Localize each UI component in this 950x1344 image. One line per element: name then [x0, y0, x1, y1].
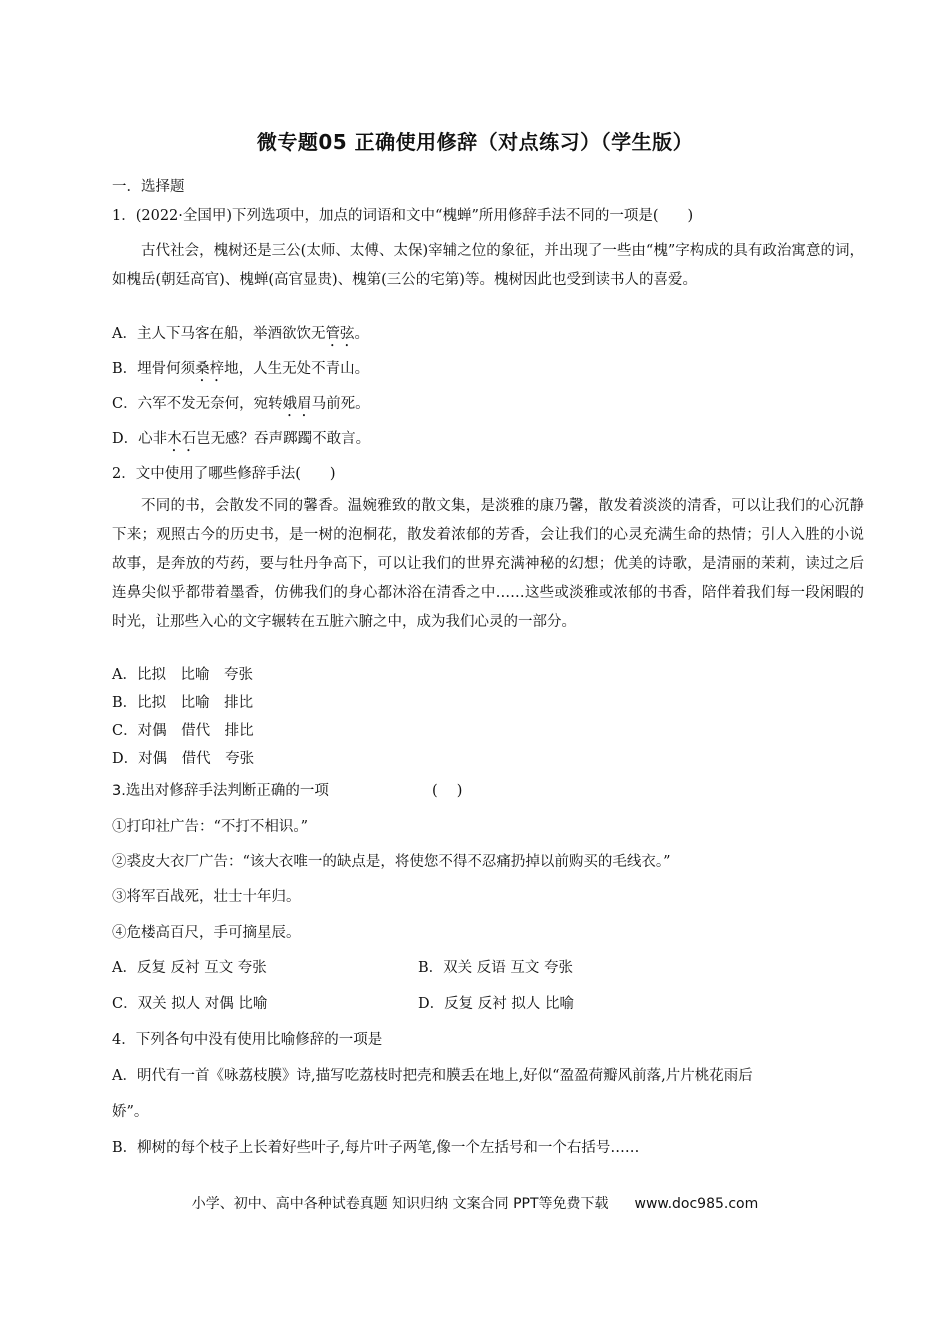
q2-stem: 2．文中使用了哪些修辞手法( ): [112, 466, 336, 482]
q3-sentence-1: ①打印社广告：“不打不相识。”: [112, 819, 309, 835]
q2-option-a: A．比拟 比喻 夸张: [112, 667, 253, 683]
q3-option-c: C．双关 拟人 对偶 比喻: [112, 996, 268, 1012]
page-footer: [0, 1193, 950, 1213]
q3-option-b: B．双关 反语 互文 夸张: [418, 960, 573, 976]
q3-answer-paren: ( ): [432, 783, 463, 799]
q2-option-b: B．比拟 比喻 排比: [112, 695, 254, 711]
q3-stem: 3.选出对修辞手法判断正确的一项: [112, 783, 329, 799]
q1-option-b: B．埋骨何须桑梓地，人生无处不青山。: [112, 361, 370, 377]
q2-option-c: C．对偶 借代 排比: [112, 723, 254, 739]
q3-option-a: A．反复 反衬 互文 夸张: [112, 960, 267, 976]
q1-passage: 古代社会，槐树还是三公(太师、太傅、太保)宰辅之位的象征，并出现了一些由“槐”字构成的具有政治寓意的词，如槐岳(朝廷高官)、槐蝉(高官显贵)、槐第(三公的宅第)等。槐树因此也受到读书人的喜爱。: [112, 243, 864, 288]
q2-passage: 不同的书，会散发不同的馨香。温婉雅致的散文集，是淡雅的康乃馨，散发着淡淡的清香，可以让我们的心沉静下来；观照古今的历史书，是一树的泡桐花，散发着浓郁的芳香，会让我们的心灵充满生命的热情；引人入胜的小说故事，是奔放的芍药，要与牡丹争高下，可以让我们的世界充满神秘的幻想；优美的诗歌，是清丽的茉莉，读过之后连鼻尖似乎都带着墨香，仿佛我们的身心都沐浴在清香之中……这些或淡雅或浓郁的书香，陪伴着我们每一段闲暇的时光，让那些入心的文字辗转在五脏六腑之中，成为我们心灵的一部分。: [112, 498, 864, 630]
q1-option-a-dotted: 管弦: [325, 326, 355, 342]
q1-option-d: D．心非木石岂无感？吞声踯躅不敢言。: [112, 431, 371, 447]
section-heading: 一．选择题: [112, 179, 185, 195]
q1-option-b-dotted: 桑梓: [195, 361, 225, 377]
q1-stem: 1．(2022·全国甲)下列选项中，加点的词语和文中“槐蝉”所用修辞手法不同的一项是( ): [112, 208, 694, 224]
q3-sentence-2: ②裘皮大衣厂广告：“该大衣唯一的缺点是，将使您不得不忍痛扔掉以前购买的毛线衣。”: [112, 854, 671, 870]
q3-sentence-3: ③将军百战死，壮士十年归。: [112, 889, 301, 905]
q3-option-d: D．反复 反衬 拟人 比喻: [418, 996, 574, 1012]
footer-url[interactable]: www.doc985.com: [634, 1196, 759, 1212]
q4-option-b: B．柳树的每个枝子上长着好些叶子,每片叶子两笔,像一个左括号和一个右括号……: [112, 1140, 640, 1156]
q1-option-c-dotted: 娥眉: [282, 396, 312, 412]
q1-option-d-dotted: 木石: [167, 431, 197, 447]
page-title: 微专题05 正确使用修辞（对点练习）（学生版）: [256, 130, 694, 154]
q4-option-a-line2: 娇”。: [112, 1104, 149, 1120]
q3-sentence-4: ④危楼高百尺，手可摘星辰。: [112, 925, 301, 941]
footer-text: 小学、初中、高中各种试卷真题 知识归纳 文案合同 PPT等免费下载: [191, 1196, 609, 1212]
q1-option-c: C．六军不发无奈何，宛转娥眉马前死。: [112, 396, 370, 412]
q1-option-a: A．主人下马客在船，举酒欲饮无管弦。: [112, 326, 369, 342]
q2-option-d: D．对偶 借代 夸张: [112, 751, 255, 767]
q4-stem: 4．下列各句中没有使用比喻修辞的一项是: [112, 1032, 383, 1048]
q4-option-a-line1: A．明代有一首《咏荔枝膜》诗,描写吃荔枝时把壳和膜丢在地上,好似“盈盈荷瓣风前落,片片桃花雨后: [112, 1068, 753, 1084]
